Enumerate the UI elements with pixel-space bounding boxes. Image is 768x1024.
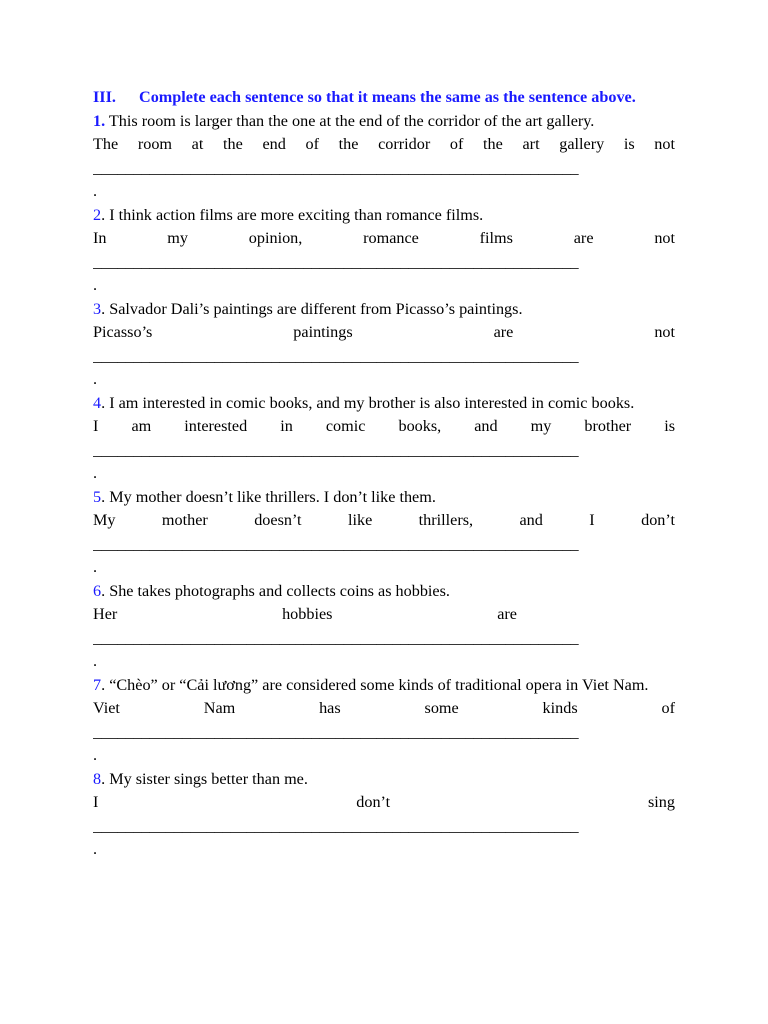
answer-blank[interactable]: ____________________________________________________________ (93, 534, 579, 553)
question-prompt (93, 204, 675, 228)
question-2 (93, 204, 675, 298)
question-8 (93, 768, 675, 862)
question-number: 4 (93, 393, 102, 412)
end-dot: . (93, 182, 98, 200)
question-number: 5 (93, 487, 102, 506)
rewrite-starter: Viet Nam has some kinds of (93, 699, 675, 717)
question-prompt (93, 486, 675, 510)
question-4 (93, 392, 675, 486)
rewrite-starter: The room at the end of the corridor of the art gallery is not (93, 135, 675, 153)
rewrite-starter: Picasso’s paintings are not (93, 323, 675, 341)
question-6 (93, 580, 675, 674)
question-prompt (93, 768, 675, 792)
worksheet (93, 86, 675, 862)
section-heading (93, 86, 675, 110)
question-original: . She takes photographs and collects coins as hobbies. (101, 581, 450, 600)
question-prompt (93, 580, 675, 604)
end-dot: . (93, 464, 98, 482)
section-instruction: Complete each sentence so that it means the same as the sentence above. (139, 88, 636, 106)
question-original: . My mother doesn’t like thrillers. I don’t like them. (101, 487, 436, 506)
question-number: 8 (93, 769, 102, 788)
end-dot: . (93, 558, 98, 576)
question-prompt (93, 674, 675, 698)
end-dot: . (93, 276, 98, 294)
answer-blank[interactable]: ____________________________________________________________ (93, 722, 579, 741)
question-prompt (93, 110, 675, 134)
question-number: 3 (93, 299, 102, 318)
question-5 (93, 486, 675, 580)
answer-blank[interactable]: ____________________________________________________________ (93, 628, 579, 647)
question-original: . I think action films are more exciting than romance films. (101, 205, 484, 224)
answer-blank[interactable]: ____________________________________________________________ (93, 158, 579, 177)
question-number: 2 (93, 205, 102, 224)
rewrite-starter: I am interested in comic books, and my brother is (93, 417, 675, 435)
question-original: . “Chèo” or “Cải lương” are considered some kinds of traditional opera in Viet Nam. (101, 675, 649, 694)
rewrite-starter: I don’t sing (93, 793, 675, 811)
end-dot: . (93, 840, 98, 858)
rewrite-starter: Her hobbies are (93, 605, 517, 623)
end-dot: . (93, 746, 98, 764)
question-7 (93, 674, 675, 768)
end-dot: . (93, 652, 98, 670)
question-number: 1. (93, 111, 106, 130)
answer-blank[interactable]: ____________________________________________________________ (93, 440, 579, 459)
question-prompt (93, 298, 675, 322)
question-original: This room is larger than the one at the end of the corridor of the art gallery. (105, 111, 595, 130)
question-original: . I am interested in comic books, and my brother is also interested in comic books. (101, 393, 635, 412)
question-prompt (93, 392, 675, 416)
rewrite-starter: My mother doesn’t like thrillers, and I don’t (93, 511, 675, 529)
question-3 (93, 298, 675, 392)
section-number: III. (93, 88, 116, 106)
answer-blank[interactable]: ____________________________________________________________ (93, 252, 579, 271)
answer-blank[interactable]: ____________________________________________________________ (93, 346, 579, 365)
question-original: . Salvador Dali’s paintings are different from Picasso’s paintings. (101, 299, 523, 318)
answer-blank[interactable]: ____________________________________________________________ (93, 816, 579, 835)
end-dot: . (93, 370, 98, 388)
question-number: 6 (93, 581, 102, 600)
question-1 (93, 110, 675, 204)
rewrite-starter: In my opinion, romance films are not (93, 229, 675, 247)
question-number: 7 (93, 675, 102, 694)
question-original: . My sister sings better than me. (101, 769, 308, 788)
